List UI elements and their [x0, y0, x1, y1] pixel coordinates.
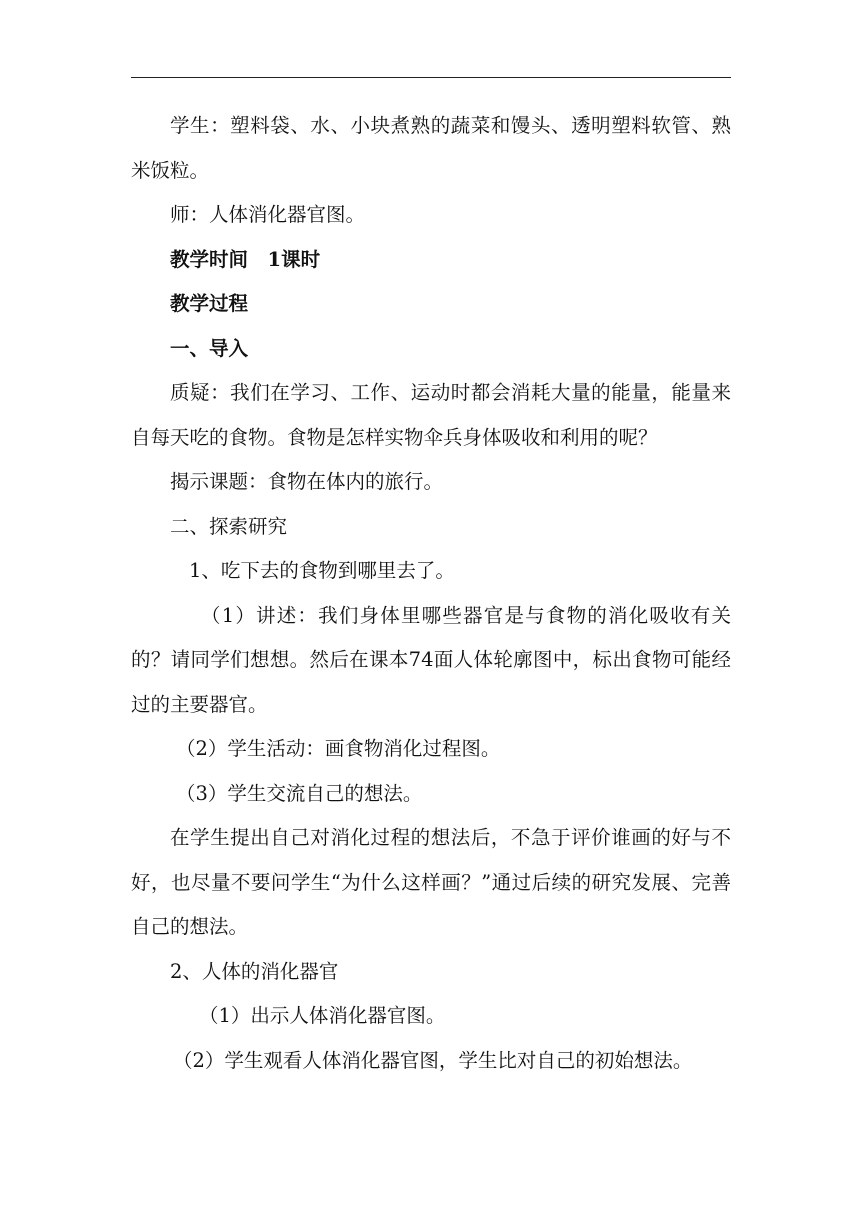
- section-introduction-heading: 一、导入: [170, 336, 249, 360]
- document-body: [131, 104, 731, 1083]
- header-rule: [131, 77, 731, 78]
- teaching-process-heading: 教学过程: [170, 292, 249, 315]
- step-compare-ideas: （2）学生观看人体消化器官图，学生比对自己的初始想法。: [173, 1048, 693, 1072]
- step-3-exchange: （3）学生交流自己的想法。: [176, 781, 423, 805]
- section-exploration-heading: 二、探索研究: [170, 514, 288, 538]
- teaching-time: 教学时间 1课时: [170, 247, 321, 271]
- step-show-diagram: （1）出示人体消化器官图。: [199, 1004, 446, 1027]
- step-2-activity: （2）学生活动：画食物消化过程图。: [176, 737, 501, 760]
- materials-students: 学生：塑料袋、水、小块煮熟的蔬菜和馒头、透明塑料软管、熟米饭粒。: [131, 114, 731, 182]
- materials-teacher: 师：人体消化器官图。: [170, 203, 366, 226]
- teacher-guidance-paragraph: 在学生提出自己对消化过程的想法后，不急于评价谁画的好与不好，也尽量不要问学生“为什么这样画？”通过后续的研究发展、完善自己的想法。: [131, 826, 731, 938]
- step-1-lecture: （1）讲述：我们身体里哪些器官是与食物的消化吸收有关的？请同学们想想。然后在课本74面人体轮廓图中，标出食物可能经过的主要器官。: [131, 603, 731, 716]
- reveal-topic: 揭示课题：食物在体内的旅行。: [170, 470, 444, 493]
- subsection-1-heading: 1、吃下去的食物到哪里去了。: [189, 559, 455, 582]
- question-paragraph: 质疑：我们在学习、工作、运动时都会消耗大量的能量，能量来自每天吃的食物。食物是怎样实物伞兵身体吸收和利用的呢？: [131, 381, 731, 449]
- subsection-2-heading: 2、人体的消化器官: [170, 959, 339, 983]
